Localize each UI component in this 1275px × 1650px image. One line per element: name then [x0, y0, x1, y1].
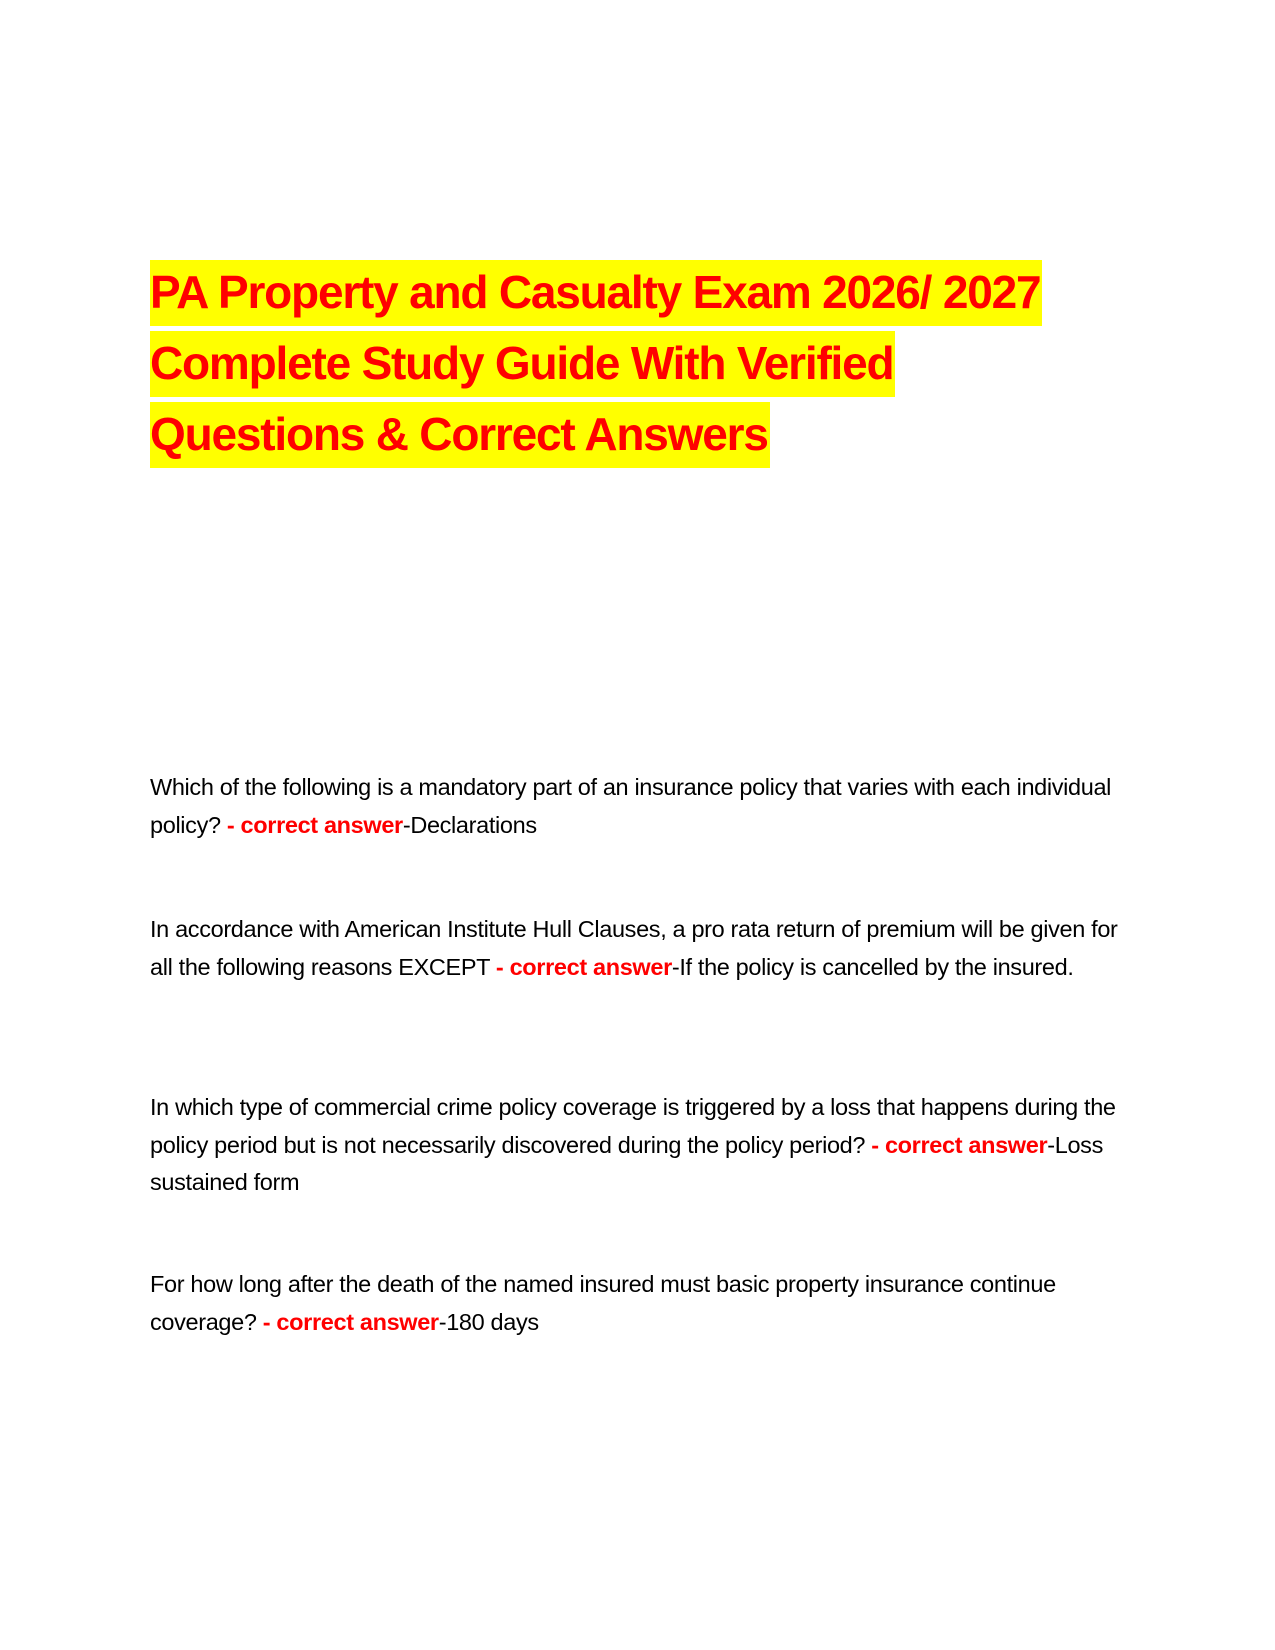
answer-text: -Declarations: [402, 811, 537, 838]
title-line-3: Questions & Correct Answers: [150, 402, 1130, 468]
qa-item-1: [150, 769, 1130, 844]
question-text: In accordance with American Institute Hull Clauses, a pro rata return of premium will be given for all the following reasons EXCEPT: [150, 916, 1118, 980]
correct-answer-marker: - correct answer: [871, 1131, 1048, 1158]
correct-answer-marker: - correct answer: [226, 811, 403, 838]
correct-answer-marker: - correct answer: [495, 953, 672, 980]
qa-item-4: [150, 1266, 1130, 1341]
qa-item-3: [150, 1089, 1130, 1202]
question-text: For how long after the death of the named insured must basic property insurance continue coverage?: [150, 1271, 1056, 1335]
title-line-2: Complete Study Guide With Verified: [150, 331, 1130, 397]
answer-text: -Loss sustained form: [150, 1131, 1103, 1195]
answer-text: -180 days: [438, 1308, 539, 1335]
document-title: [150, 260, 1130, 473]
question-text: In which type of commercial crime policy coverage is triggered by a loss that happens during the policy period but is not necessarily discovered during the policy period?: [150, 1094, 1116, 1158]
answer-text: -If the policy is cancelled by the insured.: [671, 953, 1074, 980]
question-text: Which of the following is a mandatory part of an insurance policy that varies with each individual policy?: [150, 774, 1112, 838]
title-line-1: PA Property and Casualty Exam 2026/ 2027: [150, 260, 1130, 326]
correct-answer-marker: - correct answer: [262, 1308, 439, 1335]
qa-item-2: [150, 911, 1130, 986]
